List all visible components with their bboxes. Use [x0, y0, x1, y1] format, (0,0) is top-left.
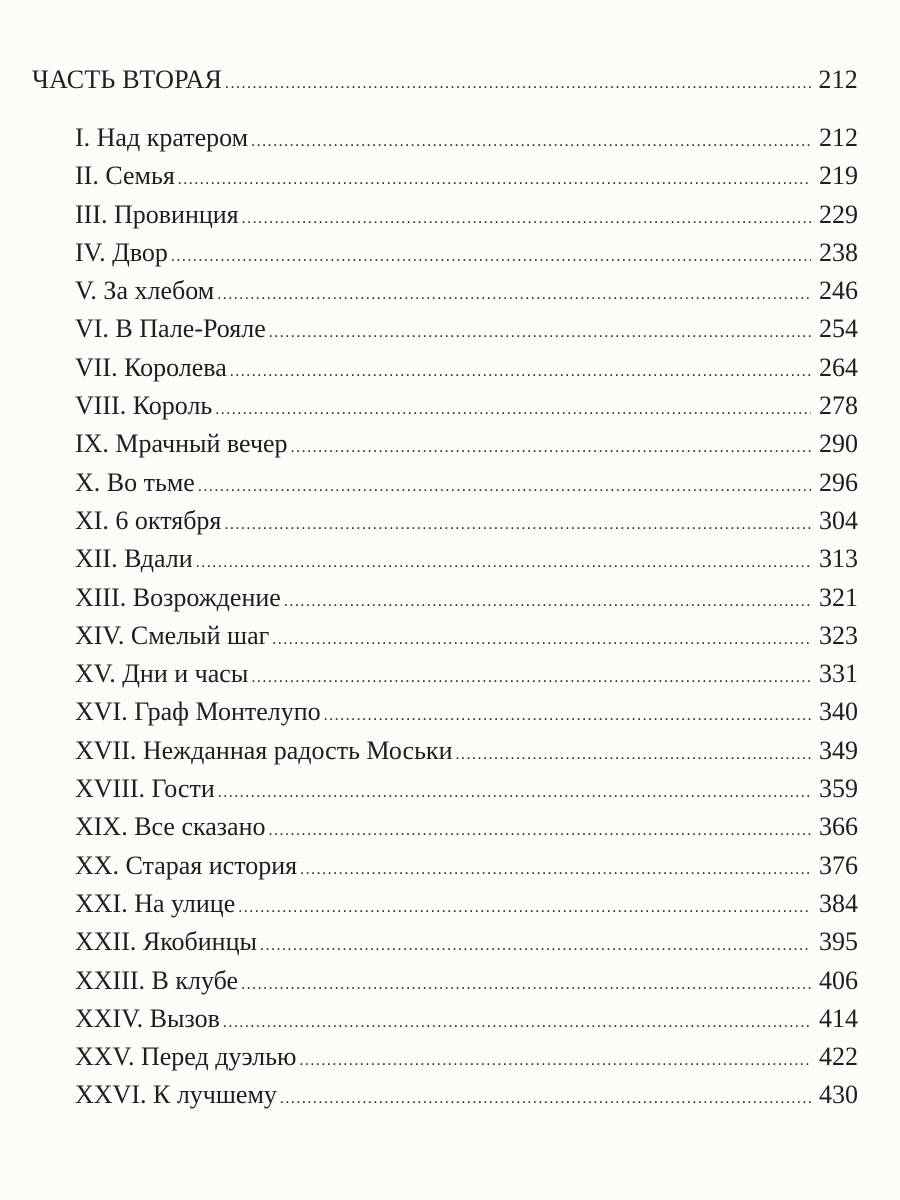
toc-entry — [32, 310, 858, 348]
chapter-title: XXIII. В клубе — [75, 965, 239, 995]
chapter-page-number: 290 — [819, 429, 858, 459]
chapter-title: XVIII. Гости — [75, 774, 215, 804]
chapter-page-number: 254 — [819, 314, 858, 344]
part-page-number: 212 — [818, 65, 858, 94]
chapter-page-number: 414 — [819, 1003, 858, 1033]
dot-leader — [198, 468, 811, 506]
toc-entry — [32, 502, 858, 540]
chapter-page-number: 246 — [819, 276, 858, 306]
chapter-title: XXIV. Вызов — [75, 1003, 220, 1033]
chapter-title: VIII. Король — [75, 391, 213, 421]
chapter-title: IX. Мрачный вечер — [75, 429, 288, 459]
dot-leader — [223, 1004, 811, 1042]
table-of-contents — [32, 61, 858, 1115]
chapter-title: XX. Старая история — [75, 850, 298, 880]
chapter-page-number: 349 — [819, 735, 858, 765]
chapter-page-number: 304 — [819, 505, 858, 535]
toc-entry — [32, 655, 858, 693]
dot-leader — [280, 1080, 811, 1118]
chapter-page-number: 229 — [819, 199, 858, 229]
chapter-title: VI. В Пале-Рояле — [75, 314, 266, 344]
chapter-title: XXII. Якобинцы — [75, 927, 257, 957]
chapter-title: I. Над кратером — [75, 123, 249, 152]
chapter-page-number: 331 — [819, 659, 858, 689]
dot-leader — [196, 544, 811, 582]
chapter-title: V. За хлебом — [75, 276, 215, 306]
chapter-title: XVI. Граф Монтелупо — [75, 697, 321, 727]
dot-leader — [215, 391, 811, 429]
chapter-title: X. Во тьме — [75, 467, 195, 497]
chapter-page-number: 296 — [819, 467, 858, 497]
chapter-page-number: 406 — [819, 965, 858, 995]
dot-leader — [224, 506, 811, 544]
dot-leader — [251, 123, 811, 161]
dot-leader — [291, 429, 811, 467]
dot-leader — [269, 314, 811, 352]
chapter-title: IV. Двор — [75, 237, 168, 267]
chapter-page-number: 376 — [819, 850, 858, 880]
chapter-title: VII. Королева — [75, 352, 227, 382]
dot-leader — [251, 659, 811, 697]
toc-entry — [32, 196, 858, 234]
chapter-title: XXVI. К лучшему — [75, 1080, 277, 1110]
chapter-title: XIX. Все сказано — [75, 812, 266, 842]
toc-entry — [32, 387, 858, 425]
chapter-page-number: 278 — [819, 391, 858, 421]
chapter-page-number: 366 — [819, 812, 858, 842]
toc-entry — [32, 234, 858, 272]
dot-leader — [217, 276, 811, 314]
chapter-page-number: 340 — [819, 697, 858, 727]
dot-leader — [242, 200, 811, 238]
toc-entry — [32, 1038, 858, 1076]
toc-entry — [32, 119, 858, 157]
dot-leader — [218, 774, 811, 812]
chapter-title: III. Провинция — [75, 199, 239, 229]
chapter-page-number: 384 — [819, 888, 858, 918]
dot-leader — [225, 65, 811, 103]
toc-entry — [32, 579, 858, 617]
chapter-page-number: 395 — [819, 927, 858, 957]
toc-entry — [32, 1076, 858, 1114]
dot-leader — [269, 812, 812, 850]
chapter-page-number: 238 — [819, 237, 858, 267]
chapter-page-number: 430 — [819, 1080, 858, 1110]
dot-leader — [324, 697, 811, 735]
toc-entry — [32, 847, 858, 885]
toc-entry — [32, 617, 858, 655]
dot-leader — [178, 161, 811, 199]
chapter-page-number: 323 — [819, 620, 858, 650]
dot-leader — [300, 851, 811, 889]
toc-entry — [32, 693, 858, 731]
toc-entry — [32, 464, 858, 502]
chapter-title: XI. 6 октября — [75, 505, 222, 535]
chapter-title: XIII. Возрождение — [75, 582, 281, 612]
chapter-title: XV. Дни и часы — [75, 659, 249, 689]
dot-leader — [260, 927, 811, 965]
toc-entry — [32, 425, 858, 463]
toc-entry — [32, 540, 858, 578]
chapter-title: XXV. Перед дуэлью — [75, 1042, 297, 1072]
chapter-page-number: 422 — [819, 1042, 858, 1072]
chapter-title: XXI. На улице — [75, 888, 236, 918]
chapter-page-number: 219 — [819, 161, 858, 191]
toc-part-heading — [32, 61, 858, 119]
toc-entry — [32, 923, 858, 961]
chapter-list — [32, 119, 858, 1115]
chapter-page-number: 321 — [819, 582, 858, 612]
chapter-page-number: 313 — [819, 544, 858, 574]
dot-leader — [241, 966, 811, 1004]
dot-leader — [230, 353, 811, 391]
part-title: ЧАСТЬ ВТОРАЯ — [32, 65, 222, 94]
chapter-page-number: 264 — [819, 352, 858, 382]
toc-entry — [32, 157, 858, 195]
chapter-title: XII. Вдали — [75, 544, 193, 574]
toc-entry — [32, 1000, 858, 1038]
toc-entry — [32, 732, 858, 770]
chapter-title: II. Семья — [75, 161, 175, 191]
toc-entry — [32, 272, 858, 310]
toc-entry — [32, 808, 858, 846]
chapter-page-number: 212 — [819, 123, 858, 152]
dot-leader — [171, 238, 811, 276]
chapter-title: XIV. Смелый шаг — [75, 620, 270, 650]
chapter-page-number: 359 — [819, 774, 858, 804]
toc-entry — [32, 885, 858, 923]
toc-entry — [32, 349, 858, 387]
dot-leader — [299, 1042, 811, 1080]
dot-leader — [284, 583, 811, 621]
dot-leader — [272, 621, 811, 659]
toc-entry — [32, 962, 858, 1000]
toc-entry — [32, 770, 858, 808]
dot-leader — [238, 889, 811, 927]
dot-leader — [455, 736, 811, 774]
chapter-title: XVII. Нежданная радость Моськи — [75, 735, 453, 765]
